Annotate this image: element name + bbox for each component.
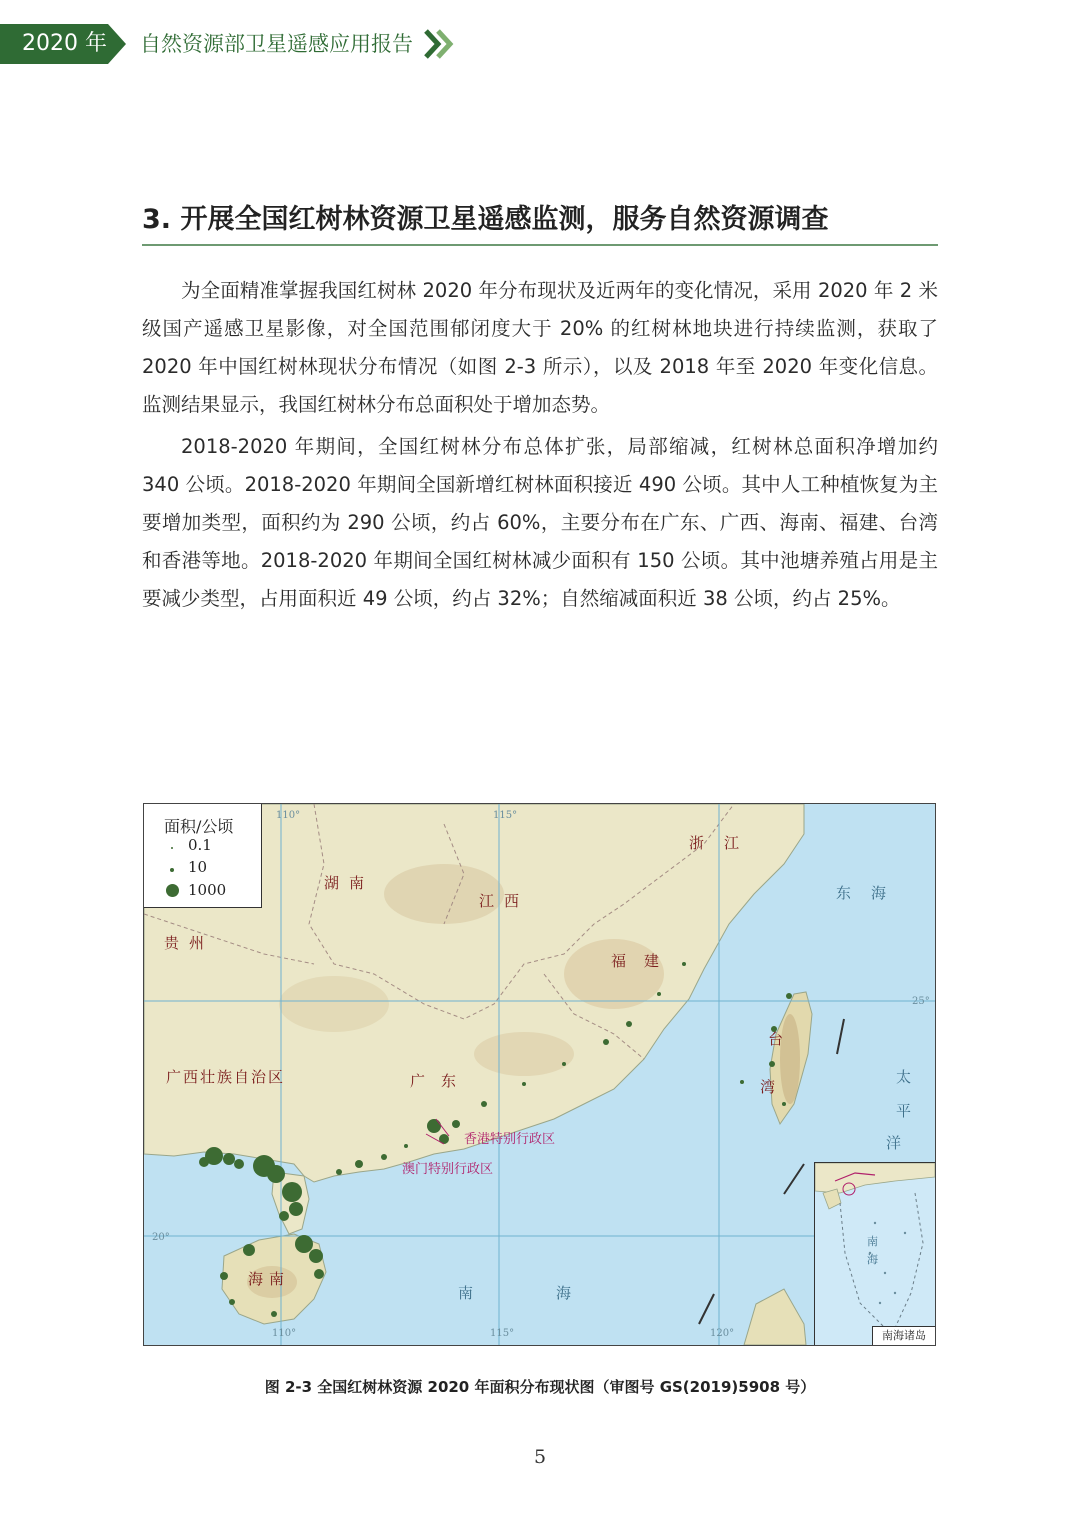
title-divider	[142, 244, 938, 246]
section-title: 3. 开展全国红树林资源卫星遥感监测，服务自然资源调查	[142, 204, 829, 235]
label-hongkong: 香港特别行政区	[464, 1132, 556, 1147]
legend-item-large: 1000	[188, 881, 227, 899]
label-pacific-1: 太	[896, 1068, 922, 1086]
label-jiangxi: 江西	[479, 892, 530, 910]
legend-dot-medium	[170, 868, 174, 872]
legend-dot-small	[171, 847, 173, 849]
figure-caption: 图 2-3 全国红树林资源 2020 年面积分布现状图（审图号 GS(2019)5908 号）	[264, 1378, 816, 1396]
tick-lat-25: 25°	[912, 996, 930, 1007]
legend-item-medium: 10	[188, 858, 208, 876]
label-south-sea-1: 南	[458, 1284, 484, 1302]
inset-label-south-sea-2: 海	[867, 1253, 888, 1266]
label-taiwan-2: 湾	[760, 1078, 786, 1096]
label-zhejiang: 浙江	[689, 834, 760, 852]
mangrove-distribution-map	[143, 803, 936, 1346]
label-hunan: 湖南	[324, 874, 375, 892]
legend-dot-large	[166, 884, 179, 897]
header-tab-arrow	[108, 24, 126, 64]
label-hainan: 海南	[248, 1270, 291, 1288]
header-year: 2020 年	[22, 31, 107, 56]
page-number: 5	[533, 1446, 547, 1468]
tick-lon-110-bottom: 110°	[272, 1328, 297, 1339]
label-guizhou: 贵州	[164, 934, 215, 952]
paragraph-1: 为全面精准掌握我国红树林 2020 年分布现状及近两年的变化情况，采用 2020 年 2 米级国产遥感卫星影像，对全国范围郁闭度大于 20% 的红树林地块进行持续监测，获取了 2020 年中国红树林现状分布情况（如图 2-3 所示），以及 2018 年至 2020 年变化信息。监测结果显示，我国红树林分布总面积处于增加态势。	[142, 279, 938, 416]
inset-label-south-sea-1: 南	[867, 1235, 888, 1248]
map-legend	[144, 804, 262, 908]
label-macao: 澳门特别行政区	[402, 1162, 494, 1177]
label-taiwan-1: 台	[768, 1030, 794, 1048]
label-guangdong: 广东	[410, 1072, 473, 1090]
tick-lon-115-bottom: 115°	[490, 1328, 515, 1339]
label-east-sea: 东海	[836, 884, 907, 902]
label-pacific-3: 洋	[886, 1134, 912, 1152]
legend-title: 面积/公顷	[164, 817, 234, 836]
header-report-title: 自然资源部卫星遥感应用报告	[140, 32, 413, 56]
tick-lat-20: 20°	[152, 1232, 170, 1243]
tick-lon-115-top: 115°	[493, 810, 518, 821]
tick-lon-120-bottom: 120°	[710, 1328, 735, 1339]
label-fujian: 福建	[611, 952, 678, 970]
inset-title: 南海诸岛	[872, 1326, 935, 1345]
chevron-right-icon	[422, 28, 456, 60]
tick-lon-110-top: 110°	[276, 810, 301, 821]
header-year-tab	[0, 24, 108, 64]
paragraph-2: 2018-2020 年期间，全国红树林分布总体扩张，局部缩减，红树林总面积净增加约 340 公顷。2018-2020 年期间全国新增红树林面积接近 490 公顷。其中人工种植恢复为主要增加类型，面积约为 290 公顷，约占 60%，主要分布在广东、广西、海南、福建、台湾和香港等地。2018-2020 年期间全国红树林减少面积有 150 公顷。其中池塘养殖占用是主要减少类型，占用面积近 49 公顷，约占 32%；自然缩减面积近 38 公顷，约占 25%。	[142, 435, 938, 610]
label-south-sea-2: 海	[556, 1284, 582, 1302]
label-pacific-2: 平	[896, 1102, 922, 1120]
south-sea-islands-inset	[814, 1162, 935, 1345]
legend-item-small: 0.1	[188, 836, 212, 854]
label-guangxi: 广西壮族自治区	[166, 1068, 286, 1086]
